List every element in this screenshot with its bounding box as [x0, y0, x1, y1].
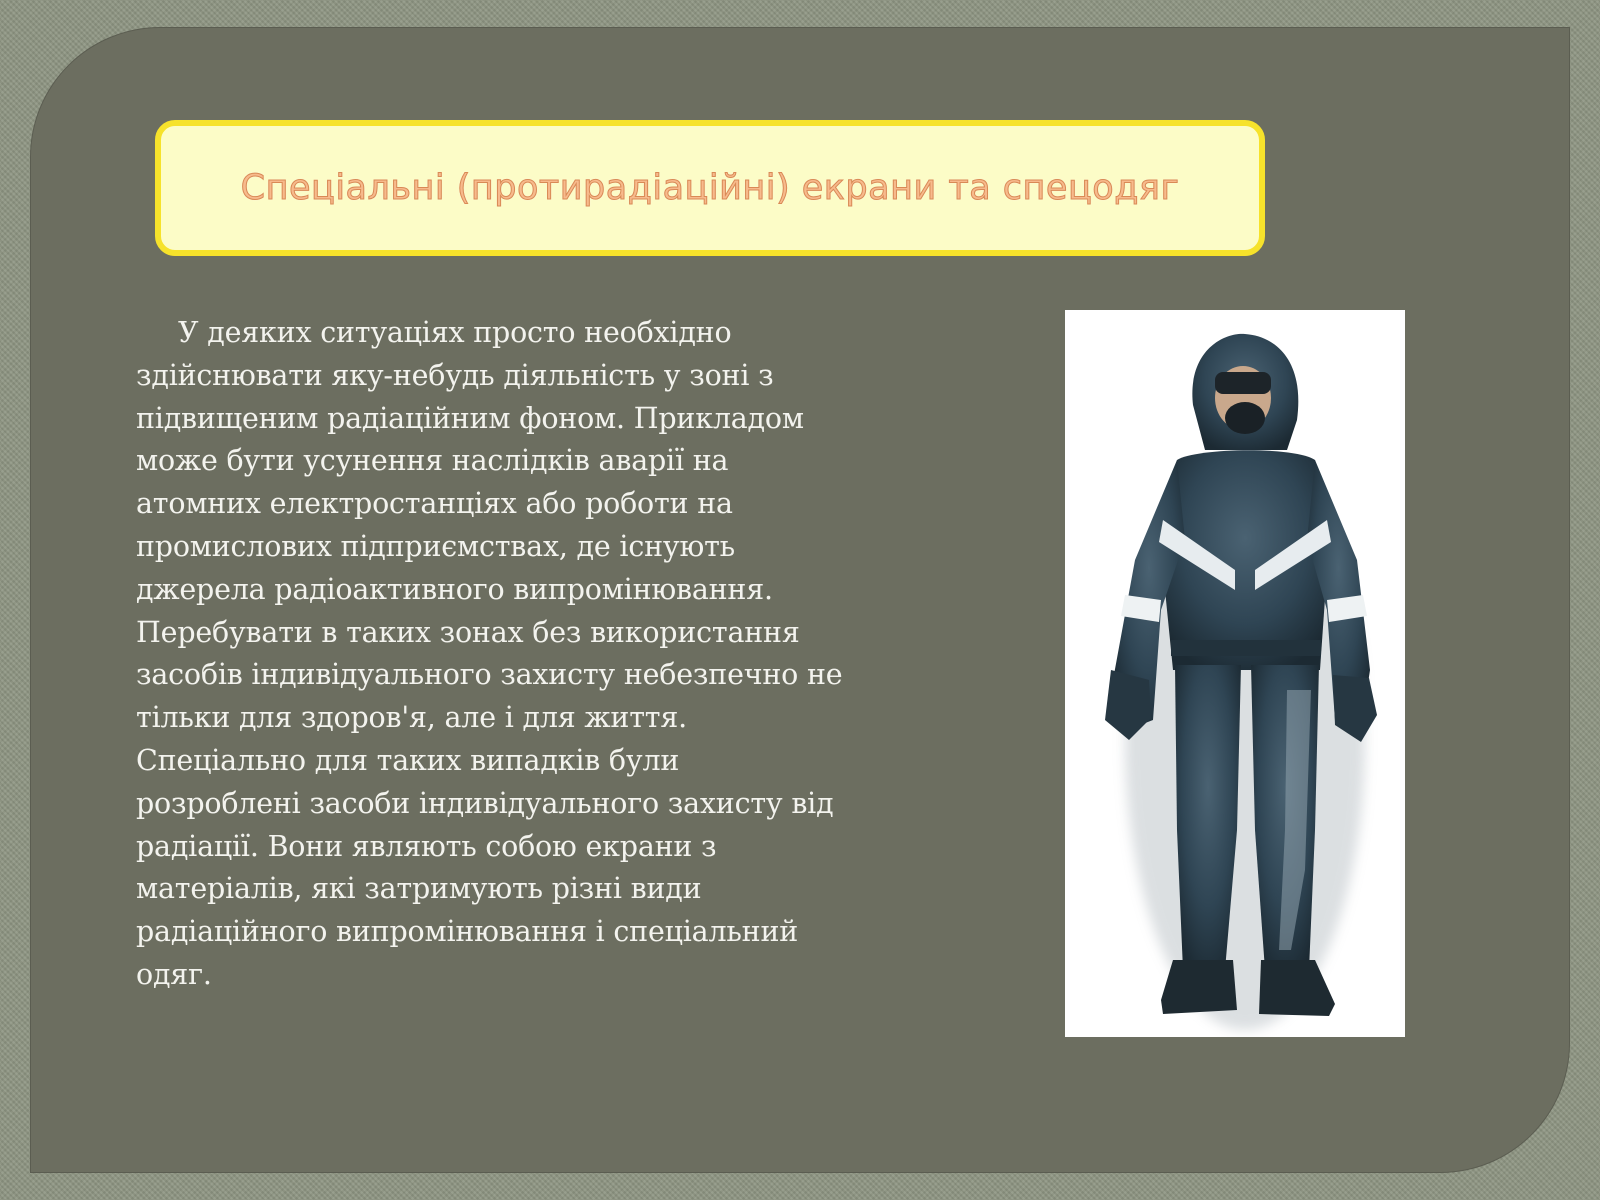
slide-title: Спеціальні (протирадіаційні) екрани та спецодяг [240, 168, 1180, 208]
protective-suit-illustration [1065, 310, 1405, 1037]
body-paragraph: У деяких ситуаціях просто необхідно здійснювати яку-небудь діяльність у зоні з підвищеним радіаційним фоном. Прикладом може бути усунення наслідків аварії на атомних електростанціях або роботи на промислових підприємствах, де існують джерела радіоактивного випромінювання. Перебувати в таких зонах без використання засобів індивідуального захисту небезпечно не тільки для здоров'я, але і для життя. Спеціально для таких випадків були розроблені засоби індивідуального захисту від радіації. Вони являють собою екрани з матеріалів, які затримують різні види радіаційного випромінювання і спеціальний одяг. [136, 316, 843, 991]
title-box [155, 120, 1265, 256]
protective-suit-photo [1065, 310, 1405, 1037]
